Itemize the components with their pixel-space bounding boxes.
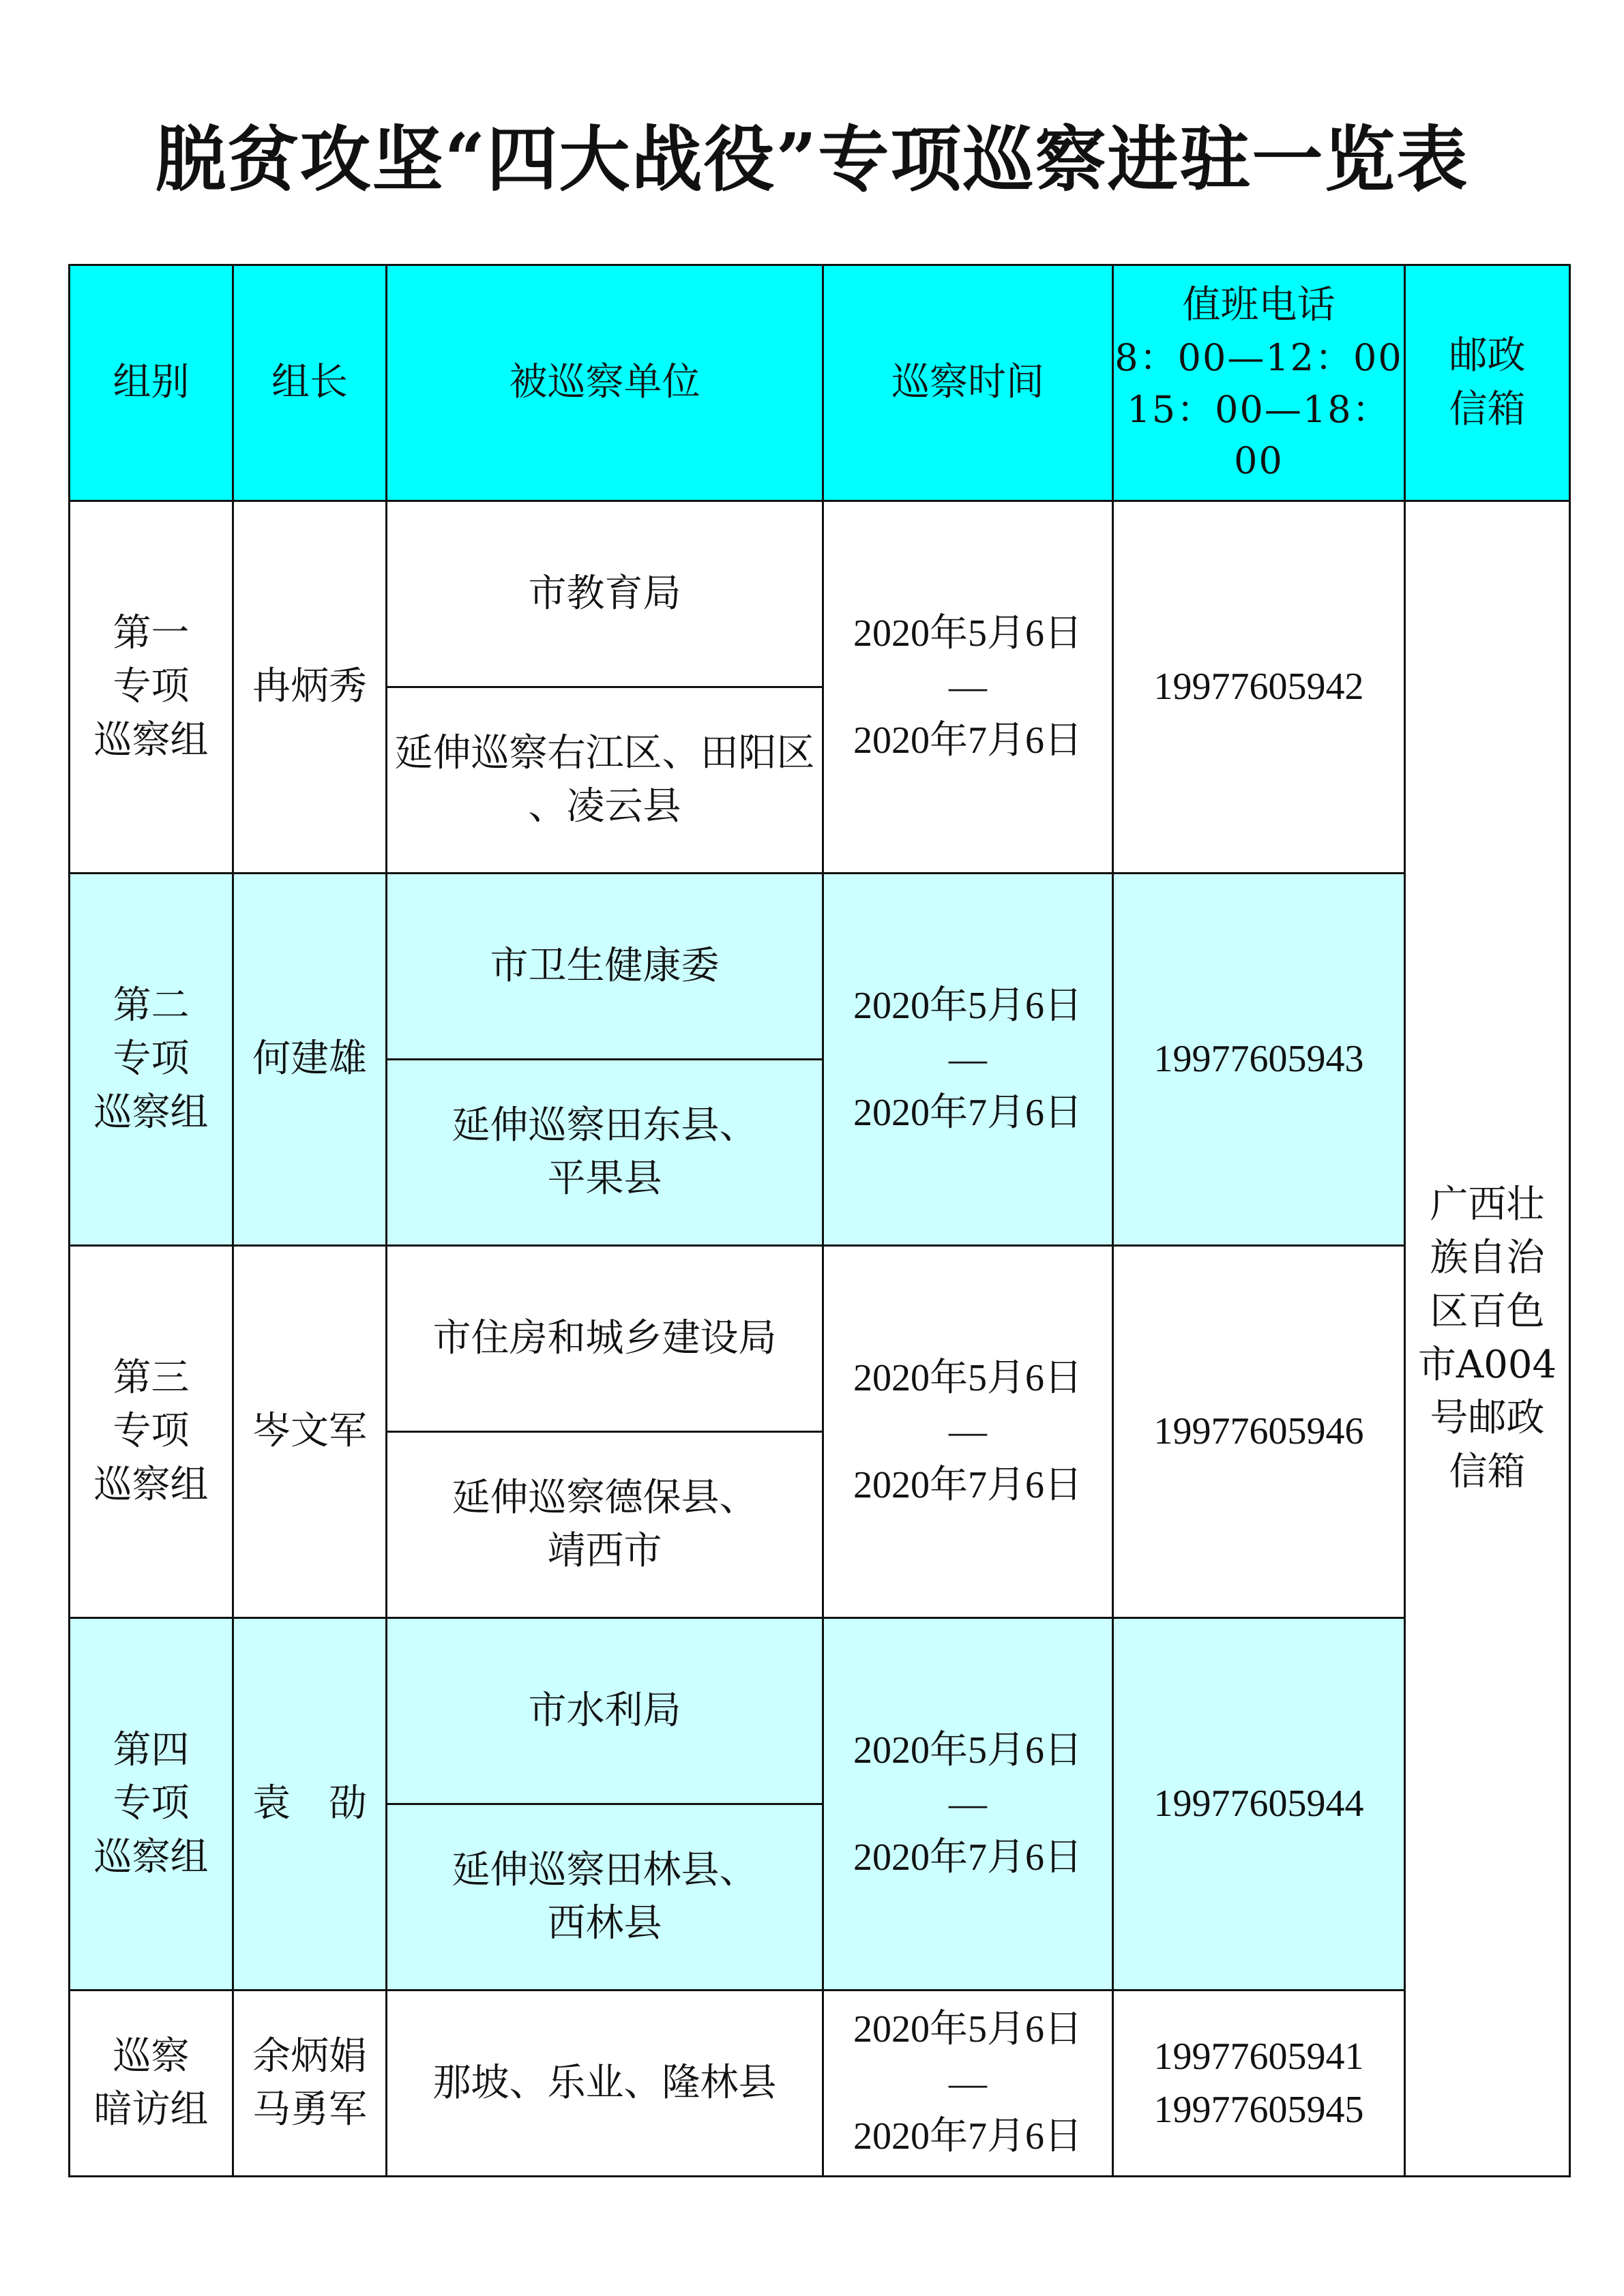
unit-cell: 那坡、乐业、隆林县 (387, 1991, 823, 2177)
table-row (70, 1991, 1570, 2177)
header-group: 组别 (70, 265, 233, 501)
table-row (70, 1618, 1570, 1804)
phone-cell: 19977605946 (1113, 1246, 1405, 1618)
unit-cell: 延伸巡察右江区、田阳区 、凌云县 (387, 687, 823, 874)
phone-cell: 19977605943 (1113, 874, 1405, 1246)
leader-cell: 何建雄 (233, 874, 387, 1246)
time-cell: 2020年5月6日 — 2020年7月6日 (823, 1991, 1113, 2177)
group-cell: 第四 专项 巡察组 (70, 1618, 233, 1991)
unit-cell: 市住房和城乡建设局 (387, 1246, 823, 1432)
phone-cell: 19977605944 (1113, 1618, 1405, 1991)
table-row (70, 874, 1570, 1060)
header-time: 巡察时间 (823, 265, 1113, 501)
mailbox-cell: 广西壮 族自治 区百色 市A004 号邮政 信箱 (1405, 501, 1570, 2177)
unit-cell: 延伸巡察田东县、 平果县 (387, 1060, 823, 1246)
unit-cell: 市卫生健康委 (387, 874, 823, 1060)
unit-cell: 市教育局 (387, 501, 823, 687)
group-cell: 第一 专项 巡察组 (70, 501, 233, 874)
time-cell: 2020年5月6日 — 2020年7月6日 (823, 1618, 1113, 1991)
leader-cell: 岑文军 (233, 1246, 387, 1618)
inspection-table (68, 264, 1571, 2177)
page-title: 脱贫攻坚“四大战役”专项巡察进驻一览表 (155, 117, 1469, 201)
leader-cell: 袁 劭 (233, 1618, 387, 1991)
time-cell: 2020年5月6日 — 2020年7月6日 (823, 501, 1113, 874)
header-leader: 组长 (233, 265, 387, 501)
group-cell: 第二 专项 巡察组 (70, 874, 233, 1246)
unit-cell: 延伸巡察德保县、 靖西市 (387, 1432, 823, 1618)
phone-cell: 19977605942 (1113, 501, 1405, 874)
table-row (70, 501, 1570, 687)
table-row (70, 1246, 1570, 1432)
time-cell: 2020年5月6日 — 2020年7月6日 (823, 1246, 1113, 1618)
phone-cell: 19977605941 19977605945 (1113, 1991, 1405, 2177)
time-cell: 2020年5月6日 — 2020年7月6日 (823, 874, 1113, 1246)
header-phone: 值班电话 8：00—12：00 15：00—18：00 (1113, 265, 1405, 501)
header-unit: 被巡察单位 (387, 265, 823, 501)
header-mailbox: 邮政 信箱 (1405, 265, 1570, 501)
group-cell: 第三 专项 巡察组 (70, 1246, 233, 1618)
table-header-row (70, 265, 1570, 501)
unit-cell: 市水利局 (387, 1618, 823, 1804)
unit-cell: 延伸巡察田林县、 西林县 (387, 1804, 823, 1991)
group-cell: 巡察 暗访组 (70, 1991, 233, 2177)
leader-cell: 余炳娟 马勇军 (233, 1991, 387, 2177)
leader-cell: 冉炳秀 (233, 501, 387, 874)
